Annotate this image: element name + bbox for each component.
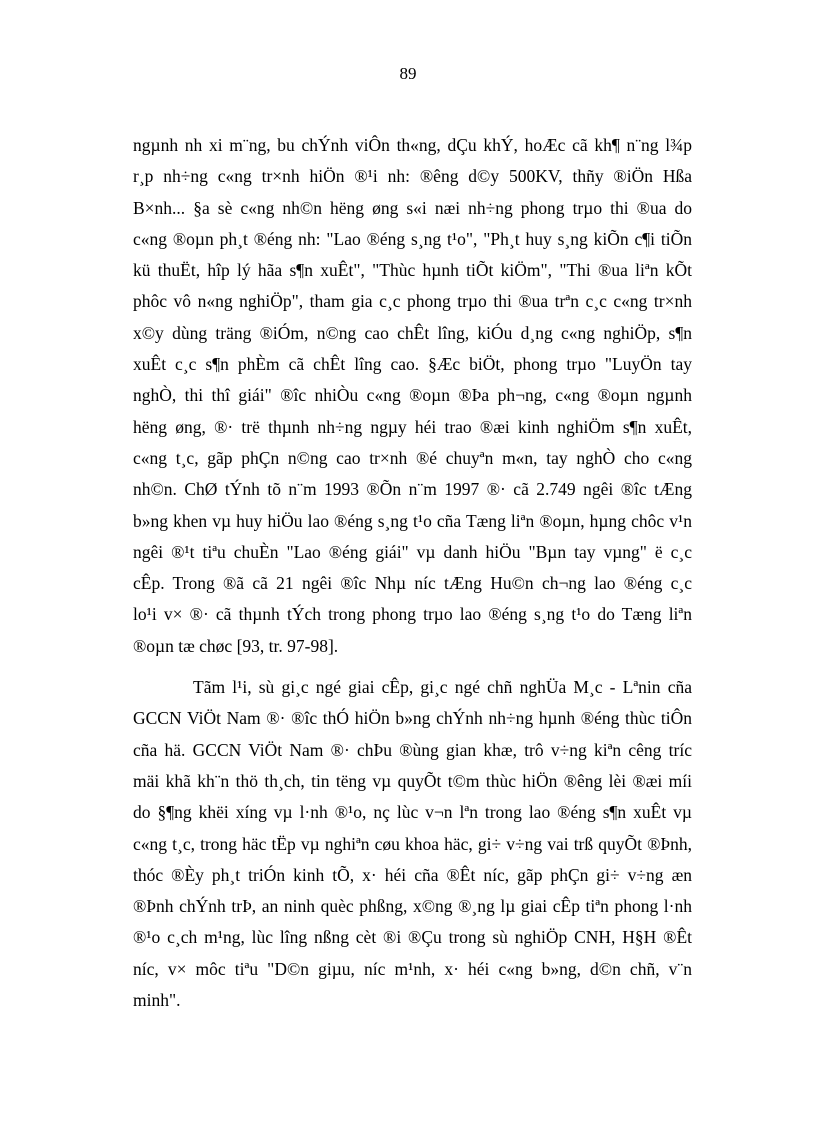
document-body [133,130,692,1016]
page-number: 89 [399,64,417,83]
text-line: xuÊt c¸c s¶n phÈm cã chÊt lîng cao. §Æc biÖt, phong trµo "LuyÖn tay [133,354,692,375]
text-line: minh". [133,990,181,1011]
text-line: ®¹o c¸ch m¹ng, lùc lîng nßng cèt ®i ®Çu trong sù nghiÖp CNH, H§H ®Êt [133,927,692,948]
text-line: kü thuËt, hîp lý hãa s¶n xuÊt", "Thùc hµnh tiÕt kiÖm", "Thi ®ua liªn kÕt [133,260,692,281]
text-line: cÊp. Trong ®ã cã 21 ngêi ®îc Nhµ níc tÆng Hu©n ch¬ng lao ®éng c¸c [133,573,692,594]
text-line: hëng øng, ®· trë thµnh nh÷ng ngµy héi trao ®æi kinh nghiÖm s¶n xuÊt, [133,416,692,437]
text-line: nghÒ, thi thî giái" ®îc nhiÒu c«ng ®oµn ®Þa ph¬ng, c«ng ®oµn ngµnh [133,385,692,406]
text-line: nh©n. ChØ tÝnh tõ n¨m 1993 ®Õn n¨m 1997 ®· cã 2.749 ngêi ®îc tÆng [133,479,692,500]
text-line: c«ng t¸c, gãp phÇn n©ng cao tr×nh ®é chuyªn m«n, tay nghÒ cho c«ng [133,447,692,468]
text-line: ngµnh nh xi m¨ng, bu chÝnh viÔn th«ng, dÇu khÝ, hoÆc cã kh¶ n¨ng l¾p [133,135,692,155]
text-line: lo¹i v× ®· cã thµnh tÝch trong phong trµo lao ®éng s¸ng t¹o do Tæng liªn [133,604,692,625]
text-line: B×nh... §a sè c«ng nh©n hëng øng s«i næi nh÷ng phong trµo thi ®ua do [133,197,692,218]
text-line: ®oµn tæ chøc [93, tr. 97-98]. [133,635,339,656]
paragraph-gap [133,662,692,672]
text-line: c«ng t¸c, trong häc tËp vµ nghiªn cøu khoa häc, gi÷ v÷ng vai trß quyÕt ®Þnh, [133,833,692,854]
paragraph-1 [133,130,692,662]
text-line: c«ng ®oµn ph¸t ®éng nh: "Lao ®éng s¸ng t¹o", "Ph¸t huy s¸ng kiÕn c¶i tiÕn [133,228,692,249]
text-line: mäi khã kh¨n thö th¸ch, tin tëng vµ quyÕt t©m thùc hiÖn ®êng lèi ®æi míi [133,770,692,791]
text-line: r¸p nh÷ng c«ng tr×nh hiÖn ®¹i nh: ®êng d©y 500KV, thñy ®iÖn Hßa [133,166,692,187]
text-line: GCCN ViÖt Nam ®· ®îc thÓ hiÖn b»ng chÝnh nh÷ng hµnh ®éng thùc tiÔn [133,708,692,729]
text-line: cña hä. GCCN ViÖt Nam ®· chÞu ®ùng gian khæ, trô v÷ng kiªn cêng tríc [133,739,692,760]
text-line: b»ng khen vµ huy hiÖu lao ®éng s¸ng t¹o cña Tæng liªn ®oµn, hµng chôc v¹n [133,510,692,531]
paragraph-2 [133,672,692,1016]
text-line: níc, v× môc tiªu "D©n giµu, níc m¹nh, x· héi c«ng b»ng, d©n chñ, v¨n [133,958,692,979]
text-line: ngêi ®¹t tiªu chuÈn "Lao ®éng giái" vµ danh hiÖu "Bµn tay vµng" ë c¸c [133,541,692,562]
text-line: phôc vô n«ng nghiÖp", tham gia c¸c phong trµo thi ®ua trªn c¸c c«ng tr×nh [133,291,692,312]
text-line: do §¶ng khëi xíng vµ l·nh ®¹o, nç lùc v¬n lªn trong lao ®éng s¶n xuÊt vµ [133,802,692,823]
text-line: thóc ®Èy ph¸t triÓn kinh tÕ, x· héi cña ®Êt níc, gãp phÇn gi÷ v÷ng æn [133,864,692,885]
text-line: Tãm l¹i, sù gi¸c ngé giai cÊp, gi¸c ngé chñ nghÜa M¸c - Lªnin cña [193,677,692,698]
text-line: x©y dùng träng ®iÓm, n©ng cao chÊt lîng, kiÓu d¸ng c«ng nghiÖp, s¶n [133,322,692,343]
text-line: ®Þnh chÝnh trÞ, an ninh quèc phßng, x©ng ®¸ng lµ giai cÊp tiªn phong l·nh [133,896,692,917]
